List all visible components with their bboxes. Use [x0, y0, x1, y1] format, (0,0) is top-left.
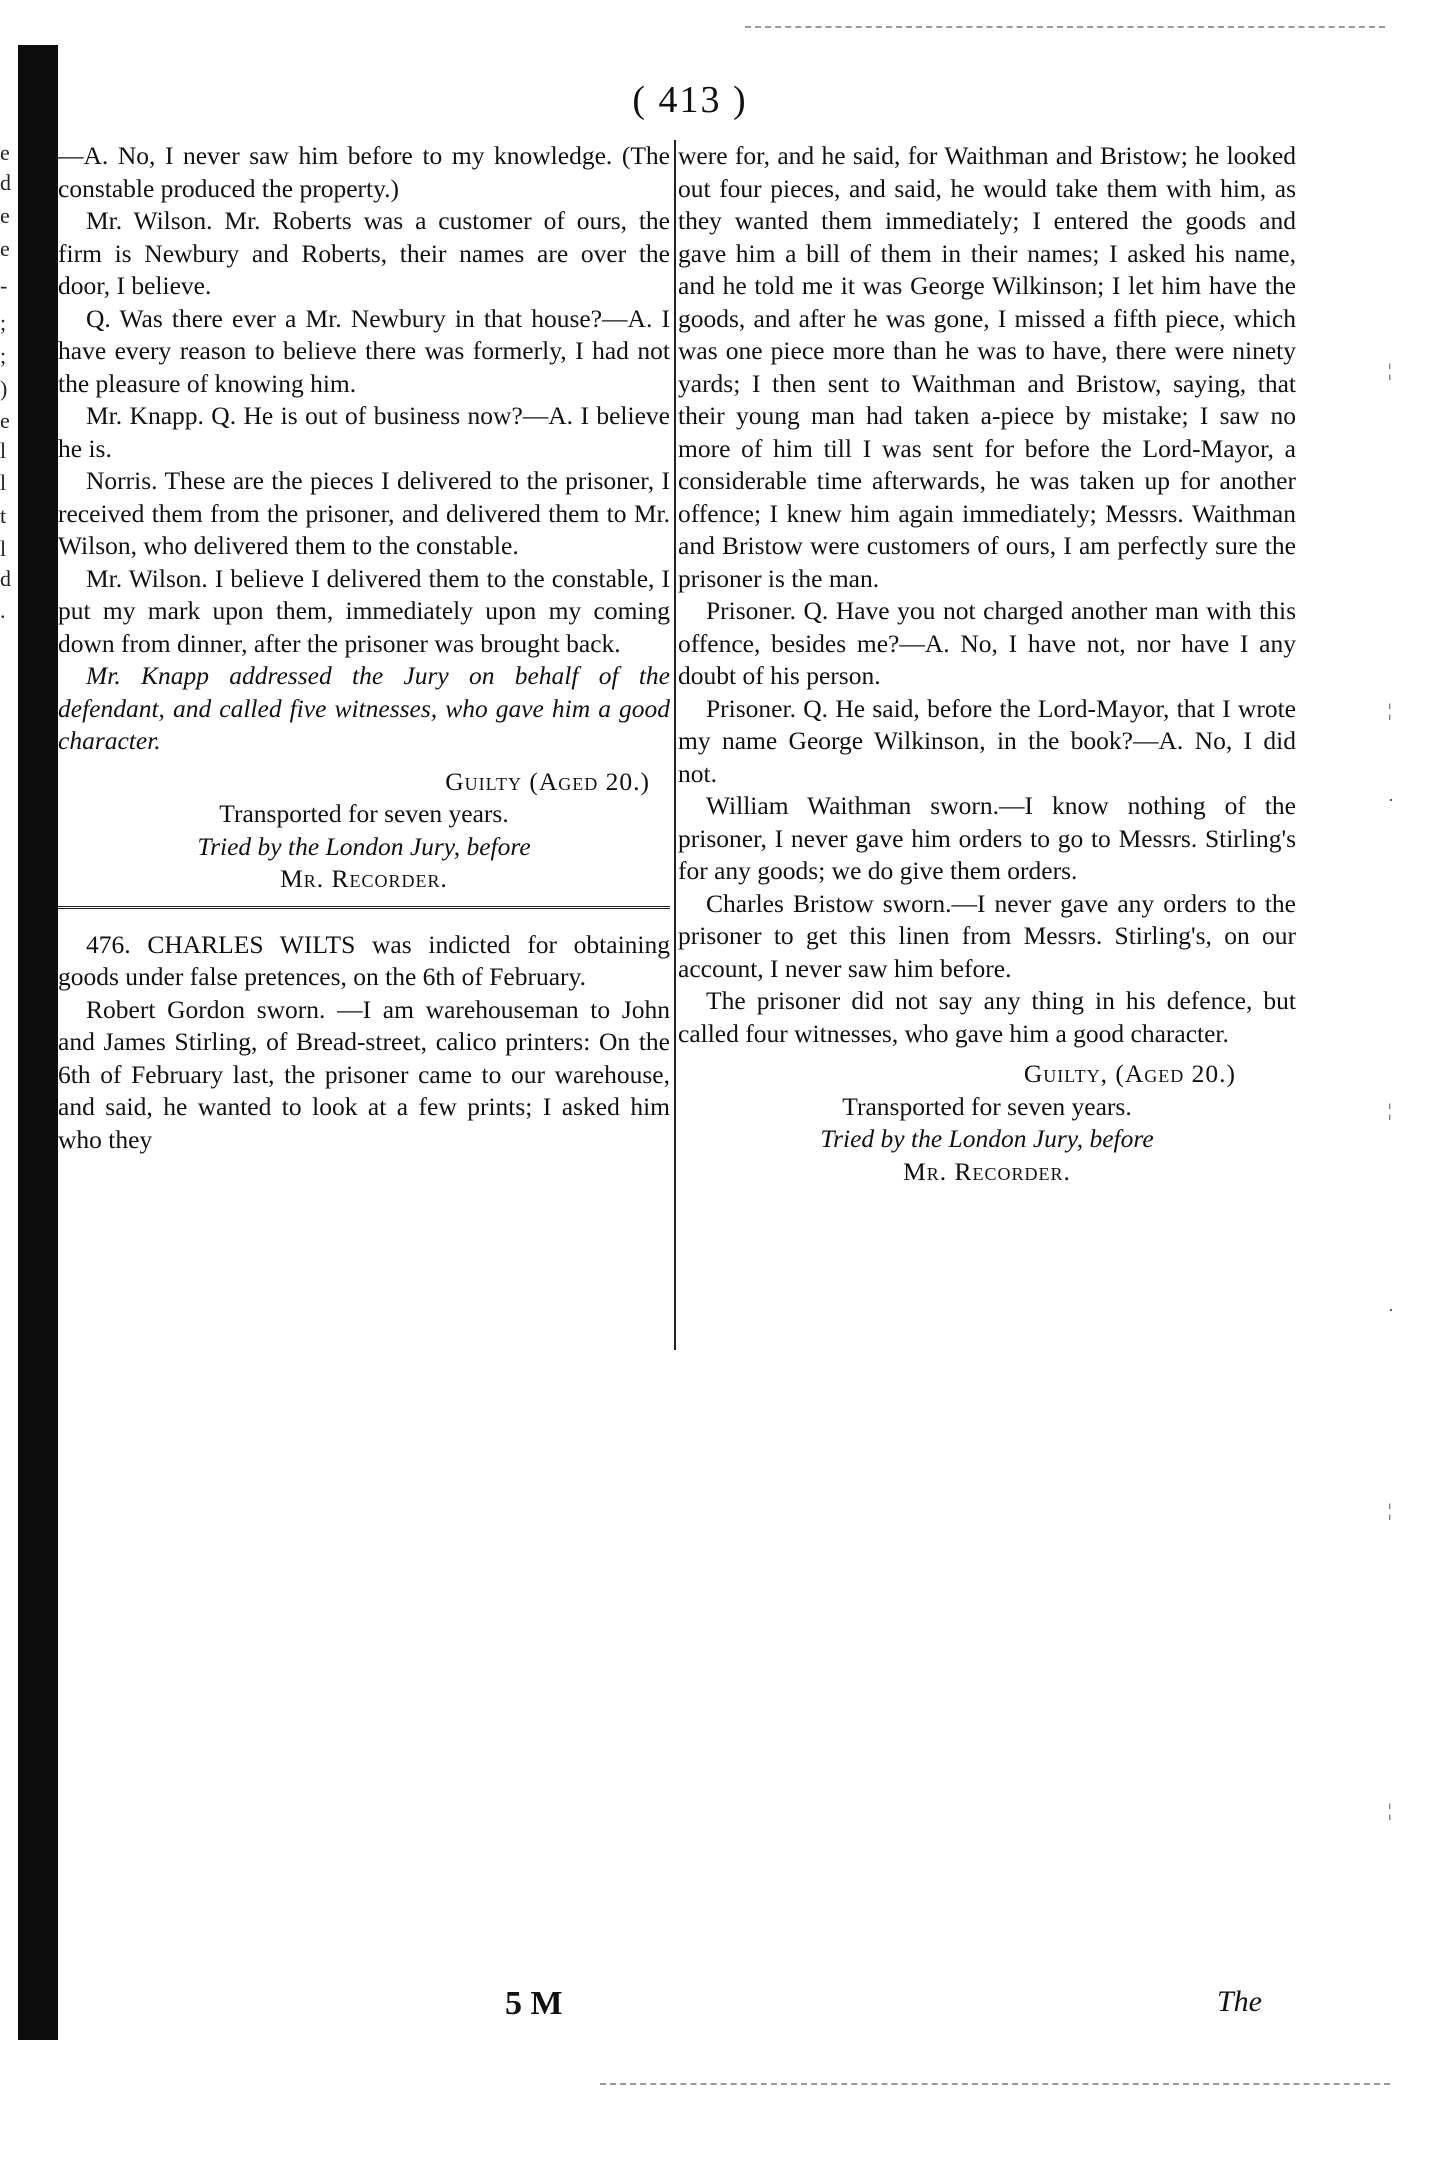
paragraph: —A. No, I never saw him before to my knowledge. (The constable produced the property.) — [58, 141, 670, 203]
margin-fragment: e — [0, 203, 10, 228]
margin-fragment: e — [0, 140, 10, 165]
case-heading: 476. CHARLES WILTS was indicted for obtaining goods under false pretences, on the 6th of February. — [58, 929, 670, 991]
margin-fragment: l — [0, 438, 7, 463]
margin-fragment: ; — [0, 343, 7, 368]
paragraph: Robert Gordon sworn. —I am warehouseman to John and James Stirling, of Bread-street, calico printers: On the 6th of February last, the prisoner came to our warehouse, and said, he wanted to look at a few prints; I asked him who they — [58, 994, 670, 1154]
margin-fragment: d — [0, 566, 11, 591]
verdict-tried: Tried by the London Jury, before — [820, 1124, 1154, 1153]
paragraph: Prisoner. Q. Have you not charged another man with this offence, besides me?—A. No, I have not, nor have I any doubt of his person. — [678, 596, 1296, 690]
page-number: ( 413 ) — [632, 79, 748, 121]
verdict-sentence: Transported for seven years. — [219, 799, 509, 828]
margin-speck: ¦ — [1388, 1500, 1392, 1520]
margin-fragment: ) — [0, 376, 8, 401]
verdict-tried: Tried by the London Jury, before — [197, 831, 531, 861]
margin-fragment: l — [0, 536, 7, 561]
paragraph: William Waithman sworn.—I know nothing of the prisoner, I never gave him orders to go to Messrs. Stirling's for any goods; we do give them orders. — [678, 791, 1296, 885]
paragraph: Norris. These are the pieces I delivered to the prisoner, I received them from the prisoner, and delivered them to Mr. Wilson, who delivered them to the constable. — [58, 466, 670, 560]
margin-speck: ¦ — [1388, 700, 1392, 720]
paragraph: Mr. Wilson. Mr. Roberts was a customer of ours, the firm is Newbury and Roberts, their names are over the door, I believe. — [58, 206, 670, 300]
margin-speck: ¦ — [1388, 360, 1392, 380]
margin-fragment: ; — [0, 310, 7, 335]
left-column — [58, 140, 670, 1156]
paragraph: Mr. Knapp addressed the Jury on behalf of the defendant, and called five witnesses, who gave him a good character. — [58, 661, 670, 755]
top-dashed-rule — [745, 26, 1385, 28]
margin-fragment: - — [0, 273, 8, 298]
verdict-guilty: Guilty, (Aged 20.) — [1023, 1059, 1236, 1088]
verdict-judge: Mr. Recorder. — [903, 1156, 1071, 1186]
margin-speck: · — [1388, 790, 1394, 810]
margin-fragment: d — [0, 170, 11, 195]
paragraph: were for, and he said, for Waithman and Bristow; he looked out four pieces, and said, he would take them with him, as they wanted them immediately; I entered the goods and gave him a bill of them in their names; I asked his name, and he told me it was George Wilkinson; I let him have the goods, and after he was gone, I missed a fifth piece, which was one piece more than he was to have, there were ninety yards; I then sent to Waithman and Bristow, saying, that their young man had taken a-piece by mistake; I saw no more of him till I was sent for before the Lord-Mayor, a considerable time afterwards, he was taken up for another offence; I knew him again immediately; Messrs. Waithman and Bristow were customers of ours, I am perfectly sure the prisoner is the man. — [678, 141, 1296, 593]
paragraph: Q. Was there ever a Mr. Newbury in that house?—A. I have every reason to believe there was formerly, I had not the pleasure of knowing him. — [58, 303, 670, 398]
margin-fragment: . — [0, 598, 6, 623]
margin-fragment: t — [0, 503, 7, 528]
right-column — [678, 140, 1296, 1188]
paragraph: Prisoner. Q. He said, before the Lord-Mayor, that I wrote my name George Wilkinson, in the book?—A. No, I did not. — [678, 693, 1296, 788]
paragraph: Mr. Knapp. Q. He is out of business now?—A. I believe he is. — [58, 401, 670, 463]
signature-mark: 5 M — [505, 1985, 563, 2022]
case-separator-rule — [58, 906, 670, 909]
margin-speck: · — [1388, 1300, 1394, 1320]
binding-shadow-bar — [18, 45, 58, 2040]
paragraph: The prisoner did not say any thing in his defence, but called four witnesses, who gave him a good character. — [678, 986, 1296, 1048]
margin-fragment: e — [0, 236, 10, 261]
margin-speck: ¦ — [1388, 1800, 1392, 1820]
catchword: The — [1217, 1985, 1262, 2018]
bottom-dashed-rule — [600, 2083, 1390, 2085]
margin-fragment: l — [0, 470, 7, 495]
paragraph: Mr. Wilson. I believe I delivered them to the constable, I put my mark upon them, immediately upon my coming down from dinner, after the prisoner was brought back. — [58, 563, 670, 658]
column-divider — [674, 140, 676, 1350]
verdict-judge: Mr. Recorder. — [280, 864, 448, 893]
verdict-guilty: Guilty (Aged 20.) — [445, 766, 650, 796]
margin-fragment: e — [0, 408, 10, 433]
margin-speck: ¦ — [1388, 1100, 1392, 1120]
verdict-sentence: Transported for seven years. — [842, 1091, 1132, 1121]
paragraph: Charles Bristow sworn.—I never gave any orders to the prisoner to get this linen from Messrs. Stirling's, on our account, I never saw him before. — [678, 888, 1296, 983]
